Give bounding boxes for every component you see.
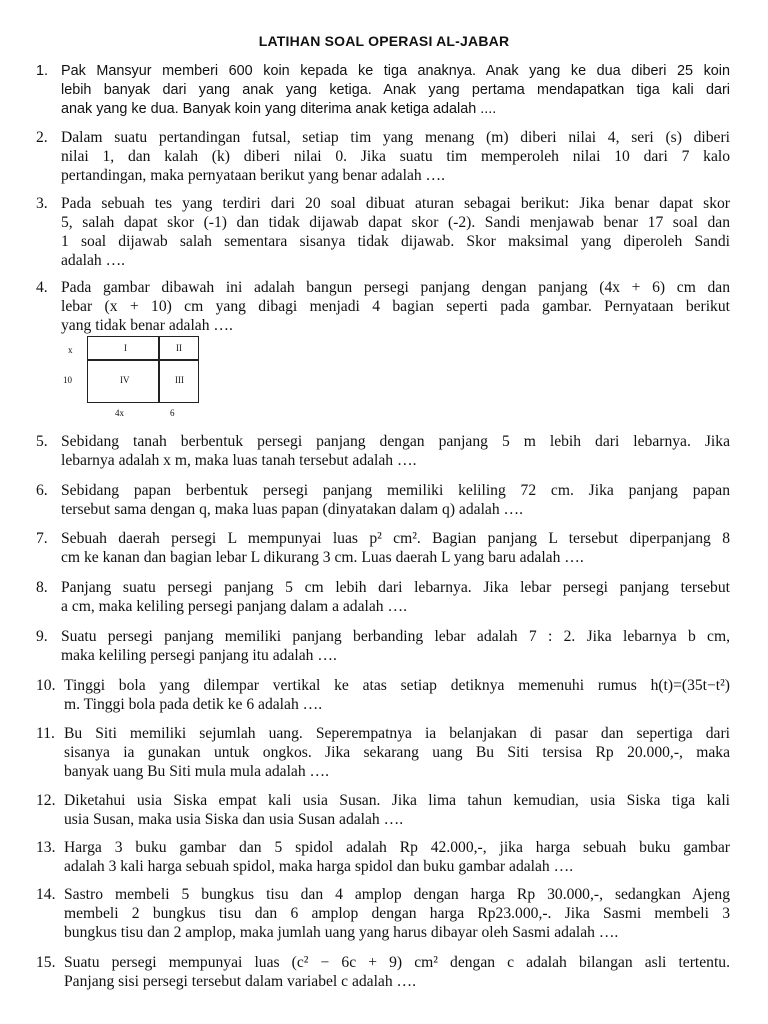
question-number: 2.	[36, 129, 48, 146]
region-label-I: I	[124, 343, 127, 353]
question-number: 5.	[36, 433, 48, 450]
row-label-10: 10	[63, 375, 72, 385]
question-text: Suatu persegi panjang memiliki panjang berbanding lebar adalah 7 : 2. Jika lebarnya b cm, maka keliling persegi panjang itu adalah ….	[61, 628, 730, 664]
question-text: Diketahui usia Siska empat kali usia Susan. Jika lima tahun kemudian, usia Siska tiga kali usia Susan, maka usia Siska dan usia Susan adalah ….	[64, 792, 730, 828]
question-text: Harga 3 buku gambar dan 5 spidol adalah Rp 42.000,-, jika harga sebuah buku gambar adalah 3 kali harga sebuah spidol, maka harga spidol dan buku gambar adalah ….	[64, 839, 730, 875]
question-number: 8.	[36, 579, 48, 596]
question-number: 15.	[36, 954, 56, 971]
page-title: LATIHAN SOAL OPERASI AL-JABAR	[258, 33, 510, 49]
question-text: Pada gambar dibawah ini adalah bangun persegi panjang dengan panjang (4x + 6) cm dan lebar (x + 10) cm yang dibagi menjadi 4 bagian seperti pada gambar. Pernyataan berikut yang tidak benar adalah ….	[61, 279, 730, 334]
question-number: 6.	[36, 482, 48, 499]
rectangle-diagram	[62, 334, 204, 420]
question-text: Pada sebuah tes yang terdiri dari 20 soal dibuat aturan sebagai berikut: Jika benar dapat skor 5, salah dapat skor (-1) dan tidak dijawab dapat skor (-2). Sandi menjawab benar 17 soal dan 1 soal dijawab salah sementara sisanya tidak dijawab. Skor maksimal yang diperoleh Sandi adalah ….	[61, 195, 730, 269]
question-text: Sebuah daerah persegi L mempunyai luas p² cm². Bagian panjang L tersebut diperpanjang 8 cm ke kanan dan bagian lebar L dikurang 3 cm. Luas daerah L yang baru adalah ….	[61, 530, 730, 566]
question-text: Pak Mansyur memberi 600 koin kepada ke tiga anaknya. Anak yang ke dua diberi 25 koin lebih banyak dari yang anak yang ketiga. Anak yang pertama mendapatkan tiga kali dari anak yang ke dua. Banyak koin yang diterima anak ketiga adalah ....	[61, 63, 730, 117]
question-text: Suatu persegi mempunyai luas (c² − 6c + 9) cm² dengan c adalah bilangan asli tertentu. Panjang sisi persegi tersebut dalam variabel c adalah ….	[64, 954, 730, 990]
col-label-4x: 4x	[115, 408, 124, 418]
question-text: Sebidang papan berbentuk persegi panjang memiliki keliling 72 cm. Jika panjang papan tersebut sama dengan q, maka luas papan (dinyatakan dalam q) adalah ….	[61, 482, 730, 518]
question-text: Tinggi bola yang dilempar vertikal ke atas setiap detiknya memenuhi rumus h(t)=(35t−t²) m. Tinggi bola pada detik ke 6 adalah ….	[64, 677, 730, 713]
question-number: 13.	[36, 839, 56, 856]
vertical-divider	[158, 336, 160, 403]
question-text: Bu Siti memiliki sejumlah uang. Seperempatnya ia belanjakan di pasar dan sepertiga dari sisanya ia gunakan untuk ongkos. Jika sekarang uang Bu Siti tersisa Rp 20.000,-, maka banyak uang Bu Siti mula mula adalah ….	[64, 725, 730, 780]
horizontal-divider	[87, 359, 199, 361]
question-number: 12.	[36, 792, 56, 809]
outer-rectangle	[87, 336, 199, 403]
row-label-x: x	[68, 345, 73, 355]
question-number: 14.	[36, 886, 56, 903]
question-text: Dalam suatu pertandingan futsal, setiap tim yang menang (m) diberi nilai 4, seri (s) diberi nilai 1, dan kalah (k) diberi nilai 0. Jika suatu tim memperoleh nilai 10 dari 7 kalo pertandingan, maka pernyataan berikut yang benar adalah ….	[61, 129, 730, 184]
question-text: Panjang suatu persegi panjang 5 cm lebih dari lebarnya. Jika lebar persegi panjang tersebut a cm, maka keliling persegi panjang dalam a adalah ….	[61, 579, 730, 615]
question-text: Sastro membeli 5 bungkus tisu dan 4 amplop dengan harga Rp 30.000,-, sedangkan Ajeng membeli 2 bungkus tisu dan 6 amplop dengan harga Rp23.000,-. Jika Sasmi membeli 3 bungkus tisu dan 2 amplop, maka jumlah uang yang harus dibayar oleh Sasmi adalah ….	[64, 886, 730, 941]
region-label-IV: IV	[120, 375, 130, 385]
question-number: 4.	[36, 279, 48, 296]
question-number: 7.	[36, 530, 48, 547]
question-number: 1.	[36, 63, 49, 79]
question-number: 9.	[36, 628, 48, 645]
question-number: 3.	[36, 195, 48, 212]
question-text: Sebidang tanah berbentuk persegi panjang dengan panjang 5 m lebih dari lebarnya. Jika lebarnya adalah x m, maka luas tanah tersebut adalah ….	[61, 433, 730, 469]
region-label-II: II	[176, 343, 182, 353]
region-label-III: III	[175, 375, 184, 385]
question-number: 10.	[36, 677, 56, 694]
col-label-6: 6	[170, 408, 175, 418]
question-number: 11.	[36, 725, 55, 742]
